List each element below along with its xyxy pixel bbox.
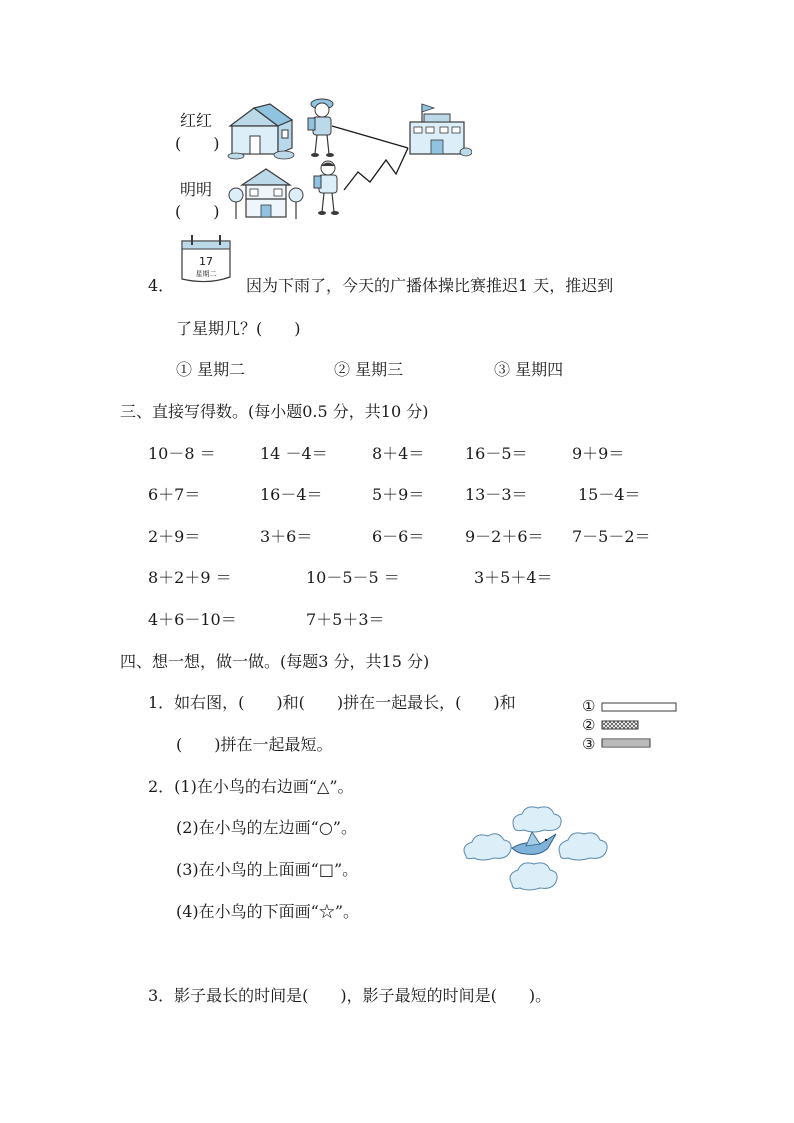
calc-item[interactable]: 8＋2＋9 ＝	[148, 568, 232, 587]
q4-text-line1: 因为下雨了，今天的广播体操比赛推迟1 天，推迟到	[246, 276, 614, 295]
calc-item[interactable]: 16－4＝	[260, 485, 323, 504]
mingming-answer-blank[interactable]: ( )	[175, 202, 220, 221]
honghong-house-icon	[226, 100, 296, 160]
calendar-day: 17	[199, 255, 213, 268]
q4-option-3[interactable]: ③ 星期四	[494, 360, 564, 379]
q4-number: 4．	[148, 276, 175, 295]
cloud-bottom-icon	[510, 863, 557, 890]
cloud-right-icon	[559, 833, 607, 860]
q4-text-line2[interactable]: 了星期几？( )	[176, 319, 301, 338]
q4-option-2[interactable]: ② 星期三	[334, 360, 404, 379]
calc-item[interactable]: 7－5－2＝	[572, 527, 651, 546]
calc-item[interactable]: 9－2＋6＝	[465, 527, 544, 546]
bird-clouds-figure	[460, 800, 610, 900]
school-building-icon	[402, 100, 472, 160]
calendar-icon	[178, 229, 234, 287]
s4-q3-line[interactable]: 3．影子最长的时间是( )，影子最短的时间是( )。	[148, 986, 552, 1005]
calc-item[interactable]: 3＋5＋4＝	[474, 568, 553, 587]
q4-option-1[interactable]: ① 星期二	[176, 360, 246, 379]
calc-item[interactable]: 6＋7＝	[148, 485, 201, 504]
length-bars-figure	[600, 700, 680, 752]
calc-item[interactable]: 2＋9＝	[148, 527, 201, 546]
calc-item[interactable]: 3＋6＝	[260, 527, 313, 546]
cloud-top-icon	[513, 807, 561, 832]
calendar-weekday: 星期二	[195, 270, 217, 278]
s4-q1-line1[interactable]: 1．如右图，( )和( )拼在一起最长，( )和	[148, 693, 516, 712]
section3-title: 三、直接写得数。(每小题0.5 分，共10 分)	[120, 402, 429, 421]
calc-item[interactable]: 14 －4＝	[260, 444, 328, 463]
honghong-answer-blank[interactable]: ( )	[175, 134, 220, 153]
mingming-label: 明明	[180, 180, 213, 199]
calc-item[interactable]: 10－8 ＝	[148, 444, 216, 463]
s4-q2-line2[interactable]: (2)在小鸟的左边画“○”。	[176, 818, 357, 837]
calc-item[interactable]: 9＋9＝	[572, 444, 625, 463]
honghong-label: 红红	[180, 111, 213, 130]
calc-item[interactable]: 5＋9＝	[372, 485, 425, 504]
s4-q2-line4[interactable]: (4)在小鸟的下面画“☆”。	[176, 902, 360, 921]
s4-q1-line2[interactable]: ( )拼在一起最短。	[176, 735, 333, 754]
calc-item[interactable]: 10－5－5 ＝	[306, 568, 400, 587]
calc-item[interactable]: 16－5＝	[465, 444, 528, 463]
calc-item[interactable]: 6－6＝	[372, 527, 425, 546]
s4-q2-line3[interactable]: (3)在小鸟的上面画“□”。	[176, 860, 359, 879]
calc-item[interactable]: 8＋4＝	[372, 444, 425, 463]
bar-label-1: ①	[582, 697, 596, 715]
bar-label-3: ③	[582, 735, 596, 753]
bird-icon	[512, 832, 556, 854]
cloud-left-icon	[464, 834, 511, 860]
s4-q2-line1[interactable]: 2．(1)在小鸟的右边画“△”。	[148, 777, 354, 796]
calc-item[interactable]: 7＋5＋3＝	[306, 610, 385, 629]
calc-item[interactable]: 15－4＝	[578, 485, 641, 504]
mingming-house-icon	[226, 163, 306, 221]
section4-title: 四、想一想，做一做。(每题3 分，共15 分)	[120, 652, 430, 671]
calc-item[interactable]: 4＋6－10＝	[148, 610, 237, 629]
bar-label-2: ②	[582, 716, 596, 734]
calc-item[interactable]: 13－3＝	[465, 485, 528, 504]
